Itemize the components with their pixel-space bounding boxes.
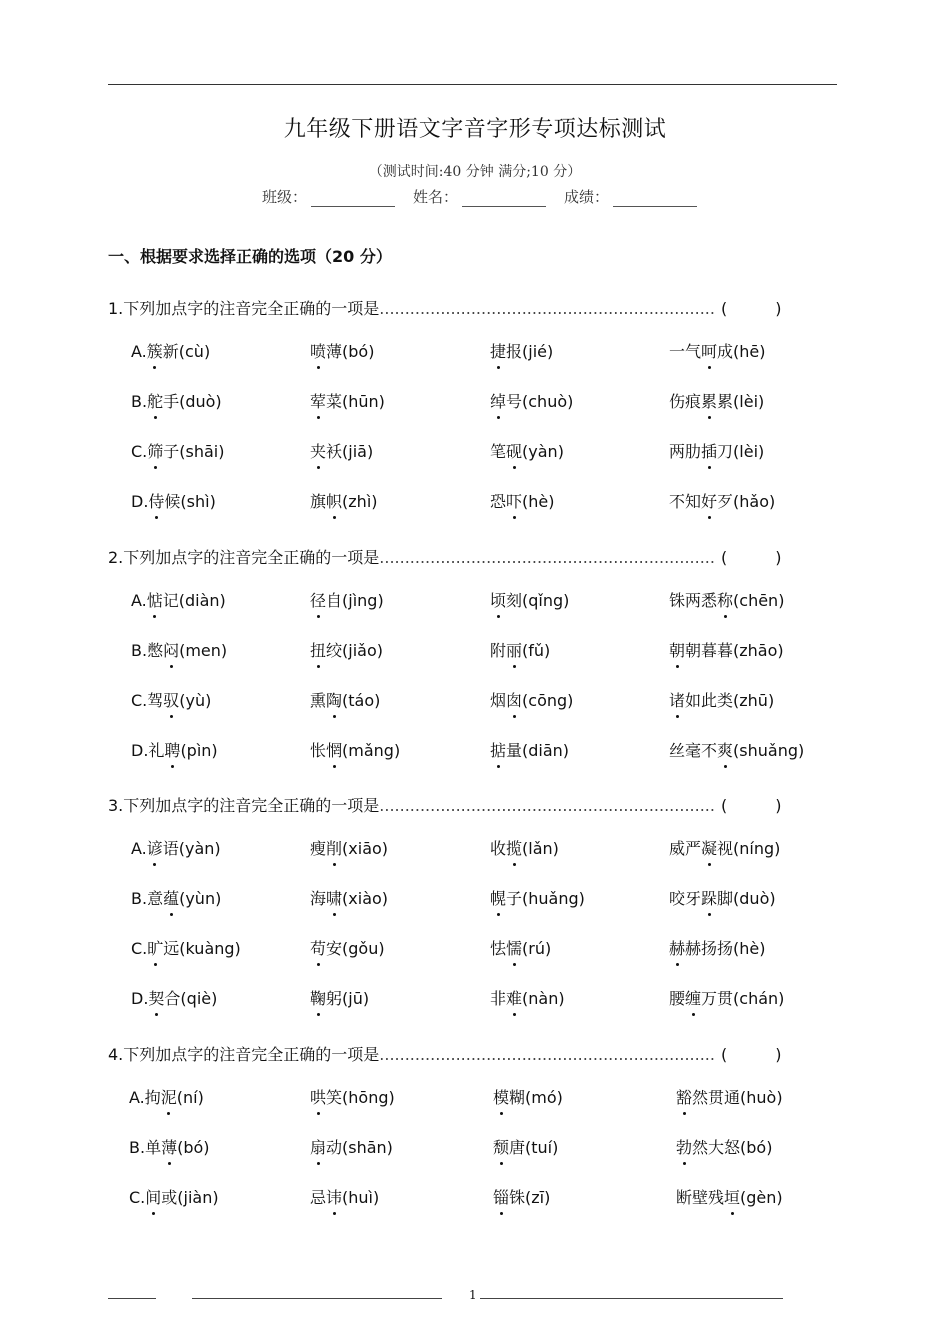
- dotted-character: 讳: [326, 1185, 342, 1208]
- question-text: 1.下列加点字的注音完全正确的一项是: [108, 299, 380, 318]
- option-item: [669, 688, 774, 711]
- name-blank[interactable]: [462, 191, 546, 207]
- option-text: 断壁残: [676, 1188, 725, 1207]
- option-letter: C.: [131, 939, 148, 958]
- class-label: 班级：: [262, 188, 308, 206]
- option-item: [669, 638, 784, 661]
- dotted-character: 累: [701, 389, 717, 412]
- dotted-character: 爽: [717, 738, 733, 761]
- question-stem: [108, 793, 781, 816]
- dotted-character: 削: [326, 836, 342, 859]
- option-text: 怯: [490, 939, 507, 958]
- option-item: [493, 1185, 550, 1208]
- option-letter: A.: [129, 1088, 145, 1107]
- option-item: [310, 986, 369, 1009]
- page-number: 1: [469, 1288, 477, 1302]
- dotted-character: 跺: [701, 886, 717, 909]
- option-pinyin: (yàn): [522, 442, 564, 461]
- dotted-character: 幌: [490, 886, 506, 909]
- option-pinyin: 然贯通(huò): [692, 1088, 783, 1107]
- option-item: [310, 936, 385, 959]
- option-pinyin: (fǔ): [522, 641, 551, 660]
- dotted-character: 哄: [310, 1085, 326, 1108]
- option-item: [490, 339, 553, 362]
- option-pinyin: 铢(zī): [509, 1188, 551, 1207]
- name-label: 姓名：: [413, 188, 459, 206]
- option-letter: C.: [129, 1188, 146, 1207]
- option-pinyin: 薄(bó): [326, 342, 375, 361]
- option-pinyin: 语(yàn): [162, 839, 221, 858]
- option-text: 附: [490, 641, 507, 660]
- leader-dots: ..................................................................: [379, 299, 715, 318]
- option-pinyin: 合(qiè): [164, 989, 218, 1008]
- option-pinyin: (bó): [177, 1138, 210, 1157]
- dotted-character: 蕴: [163, 886, 179, 909]
- option-pinyin: 安(gǒu): [326, 939, 385, 958]
- option-pinyin: (yù): [179, 691, 212, 710]
- class-field: [262, 186, 395, 207]
- option-pinyin: 菜(hūn): [326, 392, 385, 411]
- option-pinyin: 或(jiàn): [161, 1188, 219, 1207]
- option-pinyin: (yùn): [179, 889, 222, 908]
- option-pinyin: 袄(jiā): [326, 442, 374, 461]
- name-field: [413, 186, 546, 207]
- dotted-character: 赫: [669, 936, 685, 959]
- dotted-character: 砚: [506, 439, 522, 462]
- option-pinyin: (huì): [342, 1188, 380, 1207]
- option-pinyin: 新(cù): [162, 342, 211, 361]
- option-item: [310, 1185, 379, 1208]
- option-text: 拘: [144, 1088, 161, 1107]
- dotted-character: 簇: [147, 339, 163, 362]
- dotted-character: 啸: [326, 886, 342, 909]
- option-letter: C.: [131, 691, 148, 710]
- footer-rule: [108, 1298, 156, 1299]
- dotted-character: 鞠: [310, 986, 326, 1009]
- option-item: [490, 389, 573, 412]
- option-item: [490, 936, 551, 959]
- dotted-character: 陶: [326, 688, 342, 711]
- dotted-character: 扭: [310, 638, 326, 661]
- paren-close: ): [775, 796, 782, 815]
- dotted-character: 绰: [490, 389, 506, 412]
- dotted-character: 插: [701, 439, 717, 462]
- option-pinyin: 刻(qǐng): [506, 591, 570, 610]
- option-item: [490, 836, 559, 859]
- dotted-character: 径: [310, 588, 326, 611]
- option-item: [310, 836, 388, 859]
- option-item: [669, 489, 775, 512]
- dotted-character: 闷: [163, 638, 179, 661]
- option-item: [131, 986, 217, 1009]
- footer-rule: [480, 1298, 783, 1299]
- option-item: [310, 1085, 395, 1108]
- paren-open: (: [720, 796, 728, 815]
- option-pinyin: (hè): [522, 492, 555, 511]
- option-item: [131, 638, 227, 661]
- option-text: 忌: [310, 1188, 327, 1207]
- option-pinyin: (zhì): [342, 492, 378, 511]
- dotted-character: 丽: [506, 638, 522, 661]
- answer-blank[interactable]: [721, 299, 782, 318]
- option-pinyin: 候(shì): [164, 492, 216, 511]
- option-pinyin: 如此类(zhū): [685, 691, 775, 710]
- option-item: [310, 1135, 393, 1158]
- dotted-character: 懦: [506, 936, 522, 959]
- option-pinyin: 视(níng): [717, 839, 781, 858]
- question-text: 3.下列加点字的注音完全正确的一项是: [108, 796, 380, 815]
- question-stem: [108, 296, 781, 319]
- option-item: [493, 1085, 563, 1108]
- dotted-character: 揽: [506, 836, 522, 859]
- option-text: 憋: [147, 641, 164, 660]
- dotted-character: 侍: [148, 489, 164, 512]
- answer-blank[interactable]: [721, 1045, 782, 1064]
- option-item: [676, 1135, 772, 1158]
- option-item: [669, 886, 776, 909]
- dotted-character: 捷: [490, 339, 506, 362]
- option-pinyin: 歹(hǎo): [717, 492, 776, 511]
- dotted-character: 顷: [490, 588, 506, 611]
- option-text: 威严: [669, 839, 702, 858]
- dotted-character: 掂: [490, 738, 506, 761]
- dotted-character: 泥: [161, 1085, 177, 1108]
- dotted-character: 惘: [326, 738, 342, 761]
- option-item: [131, 836, 221, 859]
- option-letter: A.: [131, 342, 147, 361]
- option-item: [669, 588, 784, 611]
- question-stem: [108, 545, 781, 568]
- paren-open: (: [720, 1045, 728, 1064]
- option-text: 笔: [490, 442, 507, 461]
- option-pinyin: 万贯(chán): [701, 989, 785, 1008]
- option-text: 丝毫不: [669, 741, 718, 760]
- option-pinyin: 唐(tuí): [509, 1138, 559, 1157]
- leader-dots: ..................................................................: [379, 1045, 715, 1064]
- paren-close: ): [775, 1045, 782, 1064]
- option-item: [310, 886, 388, 909]
- dotted-character: 勃: [676, 1135, 692, 1158]
- option-text: 伤痕: [669, 392, 702, 411]
- option-pinyin: 刀(lèi): [717, 442, 765, 461]
- option-item: [131, 339, 210, 362]
- option-text: 海: [310, 889, 327, 908]
- option-item: [493, 1135, 558, 1158]
- option-text: 旗: [310, 492, 327, 511]
- option-pinyin: 量(diān): [506, 741, 570, 760]
- question-text: 4.下列加点字的注音完全正确的一项是: [108, 1045, 380, 1064]
- leader-dots: ..................................................................: [379, 796, 715, 815]
- dotted-character: 呵: [701, 339, 717, 362]
- option-pinyin: (men): [179, 641, 228, 660]
- option-pinyin: 躬(jū): [326, 989, 370, 1008]
- option-text: 一气: [669, 342, 702, 361]
- option-item: [129, 1135, 210, 1158]
- option-pinyin: (cōng): [522, 691, 574, 710]
- answer-blank[interactable]: [721, 548, 782, 567]
- option-letter: D.: [131, 989, 149, 1008]
- option-item: [490, 738, 569, 761]
- option-item: [310, 638, 383, 661]
- option-item: [669, 738, 804, 761]
- option-item: [490, 439, 564, 462]
- option-pinyin: 赫扬扬(hè): [685, 939, 766, 958]
- option-letter: B.: [129, 1138, 146, 1157]
- option-pinyin: 朝暮暮(zhāo): [685, 641, 784, 660]
- option-item: [490, 489, 555, 512]
- dotted-character: 凝: [701, 836, 717, 859]
- dotted-character: 谚: [147, 836, 163, 859]
- dotted-character: 朝: [669, 638, 685, 661]
- option-item: [310, 738, 400, 761]
- option-item: [131, 588, 226, 611]
- option-letter: A.: [131, 591, 147, 610]
- option-letter: D.: [131, 492, 149, 511]
- option-item: [129, 1185, 219, 1208]
- class-blank[interactable]: [311, 191, 395, 207]
- option-text: 收: [490, 839, 507, 858]
- option-item: [131, 886, 221, 909]
- option-item: [131, 389, 222, 412]
- dotted-character: 喷: [310, 339, 326, 362]
- option-pinyin: (ní): [176, 1088, 204, 1107]
- dotted-character: 扇: [310, 1135, 326, 1158]
- option-item: [490, 588, 569, 611]
- page-title: 九年级下册语文字音字形专项达标测试: [283, 117, 667, 142]
- option-item: [669, 836, 780, 859]
- option-item: [131, 688, 211, 711]
- option-text: 熏: [310, 691, 327, 710]
- dotted-character: 夹: [310, 439, 326, 462]
- option-letter: A.: [131, 839, 147, 858]
- option-text: 驾: [147, 691, 164, 710]
- option-item: [490, 886, 585, 909]
- option-pinyin: (xiào): [342, 889, 389, 908]
- option-pinyin: (nàn): [522, 989, 565, 1008]
- dotted-character: 帜: [326, 489, 342, 512]
- option-item: [310, 489, 378, 512]
- score-field: [564, 186, 697, 207]
- option-pinyin: (chēn): [733, 591, 785, 610]
- option-pinyin: 绞(jiǎo): [326, 641, 383, 660]
- dotted-character: 诸: [669, 688, 685, 711]
- option-item: [490, 638, 550, 661]
- dotted-character: 驭: [163, 688, 179, 711]
- option-item: [131, 439, 225, 462]
- option-text: 咬牙: [669, 889, 702, 908]
- option-pinyin: 然大怒(bó): [692, 1138, 773, 1157]
- paren-close: ): [775, 299, 782, 318]
- option-pinyin: (pìn): [180, 741, 218, 760]
- dotted-character: 豁: [676, 1085, 692, 1108]
- dotted-character: 颓: [493, 1135, 509, 1158]
- dotted-character: 垣: [724, 1185, 740, 1208]
- option-pinyin: 累(lèi): [717, 392, 765, 411]
- leader-dots: ..................................................................: [379, 548, 715, 567]
- option-item: [669, 986, 784, 1009]
- option-item: [669, 936, 766, 959]
- option-text: 礼: [148, 741, 165, 760]
- dotted-character: 筛: [147, 439, 163, 462]
- test-info-subtitle: （测试时间:40 分钟 满分;10 分）: [368, 164, 582, 180]
- option-item: [129, 1085, 204, 1108]
- score-blank[interactable]: [613, 191, 697, 207]
- option-pinyin: 动(shān): [326, 1138, 393, 1157]
- option-pinyin: (rú): [522, 939, 552, 958]
- dotted-character: 聘: [164, 738, 180, 761]
- option-text: 不知: [669, 492, 702, 511]
- option-text: 两肋: [669, 442, 702, 461]
- option-pinyin: 笑(hōng): [326, 1088, 395, 1107]
- paren-open: (: [720, 548, 728, 567]
- option-item: [669, 389, 764, 412]
- dotted-character: 称: [717, 588, 733, 611]
- option-item: [131, 936, 241, 959]
- dotted-character: 难: [506, 986, 522, 1009]
- option-pinyin: (lǎn): [522, 839, 559, 858]
- option-letter: C.: [131, 442, 148, 461]
- option-letter: B.: [131, 641, 148, 660]
- option-text: 非: [490, 989, 507, 1008]
- option-text: 烟: [490, 691, 507, 710]
- option-pinyin: 手(duò): [163, 392, 222, 411]
- dotted-character: 舵: [147, 389, 163, 412]
- option-pinyin: (táo): [342, 691, 381, 710]
- option-letter: B.: [131, 889, 148, 908]
- dotted-character: 旷: [147, 936, 163, 959]
- student-info-row: [262, 186, 697, 207]
- option-pinyin: 记(diàn): [162, 591, 226, 610]
- option-item: [310, 588, 384, 611]
- dotted-character: 缠: [685, 986, 701, 1009]
- dotted-character: 间: [145, 1185, 161, 1208]
- option-pinyin: (gèn): [740, 1188, 783, 1207]
- option-item: [669, 339, 766, 362]
- option-pinyin: 号(chuò): [506, 392, 574, 411]
- dotted-character: 荤: [310, 389, 326, 412]
- option-item: [131, 738, 218, 761]
- section-heading: 一、根据要求选择正确的选项（20 分）: [108, 247, 392, 266]
- answer-blank[interactable]: [721, 796, 782, 815]
- dotted-character: 模: [493, 1085, 509, 1108]
- dotted-character: 薄: [161, 1135, 177, 1158]
- option-item: [131, 489, 216, 512]
- option-pinyin: (xiāo): [342, 839, 389, 858]
- option-text: 铢两悉: [669, 591, 718, 610]
- option-item: [310, 339, 374, 362]
- question-text: 2.下列加点字的注音完全正确的一项是: [108, 548, 380, 567]
- option-pinyin: 远(kuàng): [163, 939, 241, 958]
- option-item: [310, 389, 385, 412]
- option-item: [676, 1085, 783, 1108]
- option-pinyin: 子(huǎng): [506, 889, 585, 908]
- option-item: [310, 439, 373, 462]
- option-pinyin: 报(jié): [506, 342, 554, 361]
- footer-rule: [192, 1298, 442, 1299]
- score-label: 成绩：: [564, 188, 610, 206]
- dotted-character: 吓: [506, 489, 522, 512]
- option-text: 怅: [310, 741, 327, 760]
- option-text: 腰: [669, 989, 686, 1008]
- option-text: 单: [145, 1138, 162, 1157]
- option-text: 意: [147, 889, 164, 908]
- option-letter: D.: [131, 741, 149, 760]
- option-pinyin: (mǎng): [342, 741, 401, 760]
- option-item: [310, 688, 380, 711]
- option-pinyin: 糊(mó): [509, 1088, 563, 1107]
- option-item: [490, 986, 565, 1009]
- paren-open: (: [720, 299, 728, 318]
- dotted-character: 好: [701, 489, 717, 512]
- header-rule: [108, 84, 837, 85]
- option-pinyin: 成(hē): [717, 342, 766, 361]
- option-item: [669, 439, 764, 462]
- option-letter: B.: [131, 392, 148, 411]
- option-pinyin: (shuǎng): [733, 741, 805, 760]
- dotted-character: 惦: [147, 588, 163, 611]
- option-pinyin: 自(jìng): [326, 591, 384, 610]
- option-text: 瘦: [310, 839, 327, 858]
- dotted-character: 契: [148, 986, 164, 1009]
- dotted-character: 苟: [310, 936, 326, 959]
- dotted-character: 囱: [506, 688, 522, 711]
- paren-close: ): [775, 548, 782, 567]
- option-item: [490, 688, 573, 711]
- option-pinyin: 子(shāi): [163, 442, 225, 461]
- question-stem: [108, 1042, 781, 1065]
- dotted-character: 锱: [493, 1185, 509, 1208]
- option-item: [676, 1185, 783, 1208]
- option-text: 恐: [490, 492, 507, 511]
- option-pinyin: 脚(duò): [717, 889, 776, 908]
